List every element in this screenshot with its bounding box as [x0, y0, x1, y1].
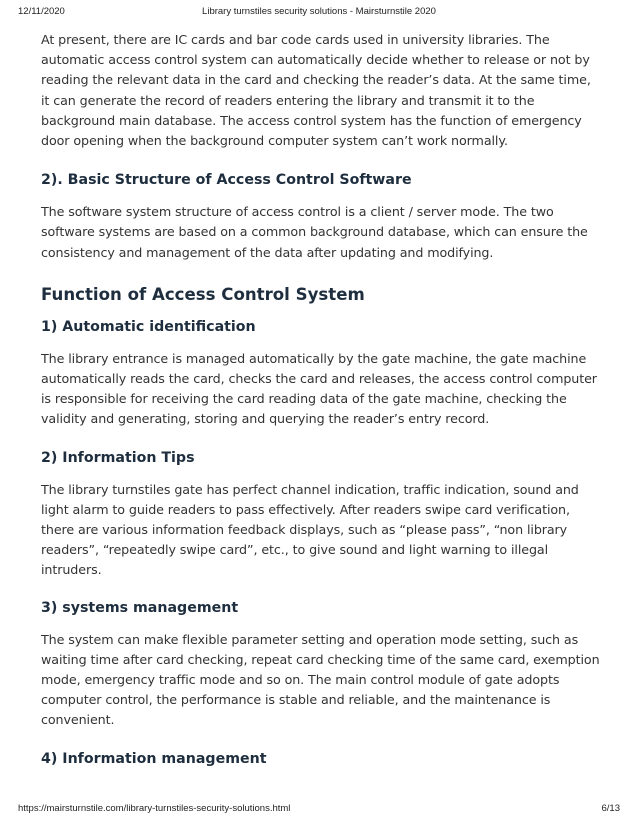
page-number: 6/13 [601, 803, 620, 814]
automatic-identification-heading: 1) Automatic identification [41, 318, 256, 335]
systems-management-paragraph: The system can make flexible parameter setting and operation mode setting, such as waiting time after card checking, repeat card checking time of the same card, exemption mode, emergency traffic mode and so on. The main control module of gate adopts computer control, the performance is stable and reliable, and the maintenance is convenient. [41, 631, 600, 728]
basic-structure-paragraph: The software system structure of access control is a client / server mode. The two software systems are based on a common background database, which can ensure the consistency and management of the data after updating and modifying. [41, 204, 588, 260]
information-tips-paragraph: The library turnstiles gate has perfect channel indication, traffic indication, sound and light alarm to guide readers to pass effectively. After readers swipe card verification, there are various information feedback displays, such as “please pass”, “non library readers”, “repeatedly swipe card”, etc., to give sound and light warning to illegal intruders. [41, 481, 579, 578]
article-content [41, 30, 601, 769]
print-page-title: Library turnstiles security solutions - Mairsturnstile 2020 [202, 6, 436, 17]
print-url: https://mairsturnstile.com/library-turnstiles-security-solutions.html [18, 803, 291, 814]
intro-paragraph: At present, there are IC cards and bar code cards used in university libraries. The automatic access control system can automatically decide whether to release or not by reading the relevant data in the card and checking the reader’s data. At the same time, it can generate the record of readers entering the library and transmit it to the background main database. The access control system has the function of emergency door opening when the background computer system can’t work normally. [41, 32, 591, 149]
print-header [18, 6, 620, 20]
print-date: 12/11/2020 [18, 6, 65, 17]
print-footer [18, 803, 620, 817]
function-section-heading: Function of Access Control System [41, 284, 365, 304]
basic-structure-heading: 2). Basic Structure of Access Control Software [41, 172, 412, 189]
automatic-identification-paragraph: The library entrance is managed automatically by the gate machine, the gate machine automatically reads the card, checks the card and releases, the access control computer is responsible for receiving the card reading data of the gate machine, checking the validity and generating, storing and querying the reader’s entry record. [41, 350, 597, 427]
systems-management-heading: 3) systems management [41, 599, 239, 616]
information-management-heading: 4) Information management [41, 750, 267, 767]
information-tips-heading: 2) Information Tips [41, 449, 195, 466]
